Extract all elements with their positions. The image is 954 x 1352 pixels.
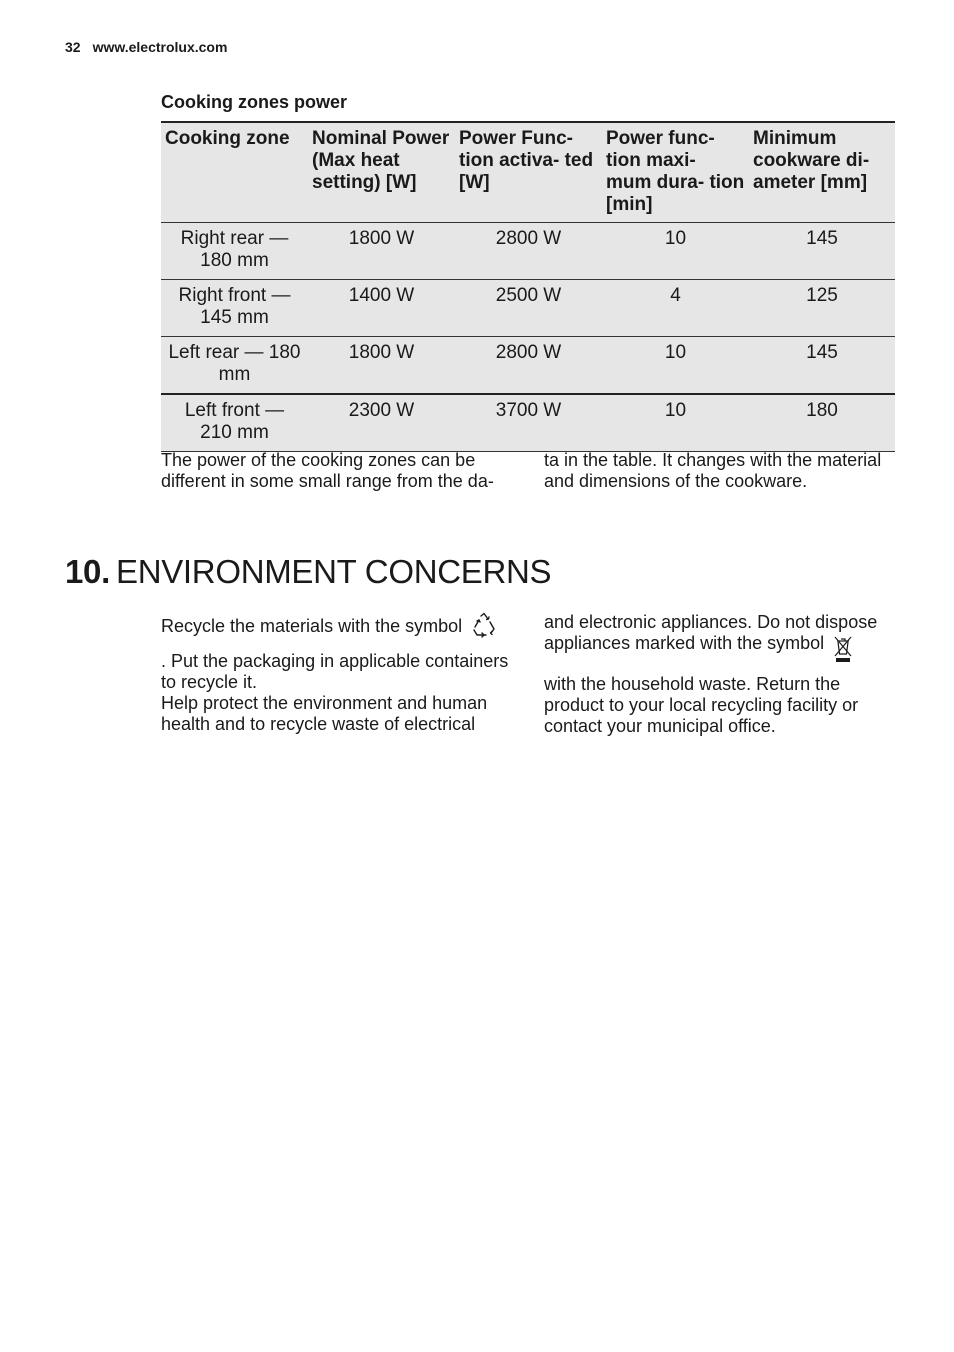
table-row [161,280,895,337]
cell-duration: 10 [602,223,749,280]
cell-duration: 10 [602,394,749,452]
cell-power-function: 3700 W [455,394,602,452]
cell-nominal: 1400 W [308,280,455,337]
table-row [161,223,895,280]
env-left-line2: . Put the packaging in applicable containers to recycle it. [161,651,509,692]
cell-power-function: 2500 W [455,280,602,337]
chapter-number: 10. [65,553,110,590]
column-header: Power func- tion maxi- mum dura- tion [min] [602,122,749,223]
cell-nominal: 1800 W [308,223,455,280]
cell-power-function: 2800 W [455,337,602,395]
table-note-left: The power of the cooking zones can be different in some small range from the da- [161,450,494,491]
column-header: Power Func- tion activa- ted [W] [455,122,602,223]
table-row [161,394,895,452]
cell-duration: 10 [602,337,749,395]
cell-nominal: 1800 W [308,337,455,395]
cell-duration: 4 [602,280,749,337]
cell-zone: Left front — 210 mm [161,394,308,452]
cell-power-function: 2800 W [455,223,602,280]
env-left-line3: Help protect the environment and human health and to recycle waste of electrical [161,693,488,734]
weee-bin-icon [833,635,853,668]
cell-diameter: 145 [749,337,895,395]
cell-diameter: 125 [749,280,895,337]
cell-diameter: 180 [749,394,895,452]
recycle-icon [471,612,497,643]
column-header: Nominal Power (Max heat setting) [W] [308,122,455,223]
chapter-title: ENVIRONMENT CONCERNS [115,553,552,590]
table-note-right: ta in the table. It changes with the material and dimensions of the cookware. [544,450,882,491]
cell-zone: Right rear — 180 mm [161,223,308,280]
site-url[interactable]: www.electrolux.com [92,39,228,55]
cooking-zones-table [161,121,895,452]
env-right-line2: with the household waste. Return the product to your local recycling facility or contact your municipal office. [544,674,859,736]
cell-zone: Right front — 145 mm [161,280,308,337]
column-header: Minimum cookware di- ameter [mm] [749,122,895,223]
table-row [161,337,895,395]
page-header [65,39,227,55]
page-number: 32 [65,39,81,55]
table-header-row [161,122,895,223]
cell-zone: Left rear — 180 mm [161,337,308,395]
section-subtitle: Cooking zones power [161,92,348,112]
chapter-heading [65,553,551,591]
column-header: Cooking zone [161,122,308,223]
cell-nominal: 2300 W [308,394,455,452]
env-right-line1: and electronic appliances. Do not dispose appliances marked with the symbol [544,612,878,653]
environment-text-left [161,612,521,735]
env-left-line1: Recycle the materials with the symbol [161,616,463,636]
cell-diameter: 145 [749,223,895,280]
environment-text-right [544,612,904,737]
